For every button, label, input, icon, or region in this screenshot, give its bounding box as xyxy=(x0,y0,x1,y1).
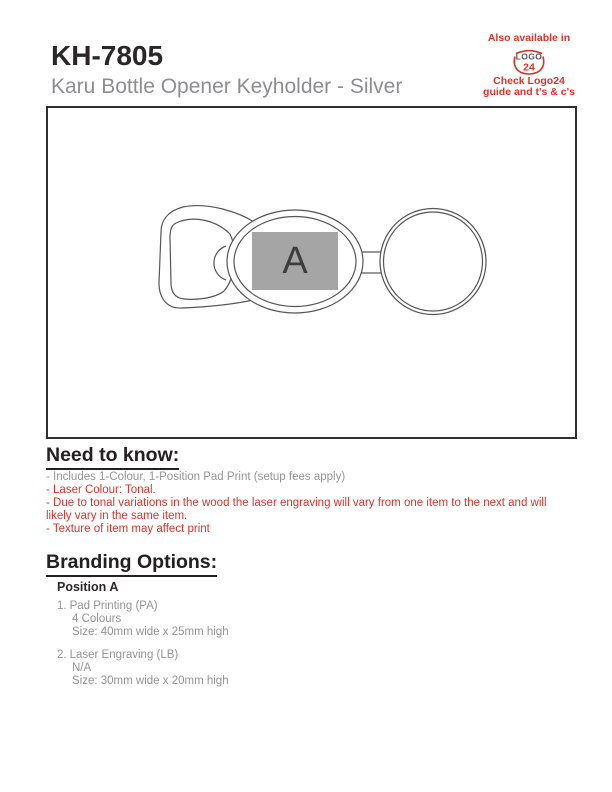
need-to-know-item: - Texture of item may affect print xyxy=(46,523,210,535)
branding-option xyxy=(57,649,477,688)
logo24-word: LOGO xyxy=(515,51,543,61)
branding-option-size: Size: 30mm wide x 20mm high xyxy=(72,674,229,687)
branding-option-number: 2. xyxy=(57,648,67,661)
branding-option-method: Pad Printing (PA) xyxy=(69,599,158,612)
need-to-know-item: - Due to tonal variations in the wood the laser engraving will vary from one item to the next and will likely vary in the same item. xyxy=(46,497,547,522)
product-image-panel xyxy=(46,106,577,439)
branding-option-detail: 4 Colours xyxy=(72,612,122,625)
branding-option-size: Size: 40mm wide x 25mm high xyxy=(72,625,229,638)
logo24-availability-badge xyxy=(478,33,580,99)
logo24-number: 24 xyxy=(523,61,535,73)
badge-line-3: guide and t's & c's xyxy=(483,86,575,98)
badge-line-2: Check Logo24 xyxy=(493,74,565,87)
need-to-know-heading: Need to know: xyxy=(46,446,179,470)
need-to-know-item: - Includes 1-Colour, 1-Position Pad Print (setup fees apply) xyxy=(46,471,346,483)
need-to-know-list xyxy=(46,471,558,536)
need-to-know-item: - Laser Colour: Tonal. xyxy=(46,484,156,496)
product-name: Karu Bottle Opener Keyholder - Silver xyxy=(51,75,403,98)
branding-position-heading: Position A xyxy=(57,580,119,594)
branding-option-method: Laser Engraving (LB) xyxy=(69,648,179,661)
branding-option-method-line xyxy=(57,600,477,613)
branding-position-a-label: A xyxy=(282,240,308,282)
branding-options-heading: Branding Options: xyxy=(46,553,217,577)
branding-option xyxy=(57,600,477,639)
branding-option-detail: N/A xyxy=(72,661,92,674)
branding-position-a-marker xyxy=(252,232,338,290)
logo24-icon xyxy=(508,47,550,75)
branding-option-method-line xyxy=(57,649,477,662)
branding-option-number: 1. xyxy=(57,599,67,612)
product-code: KH-7805 xyxy=(51,40,164,71)
branding-options-body xyxy=(57,581,477,688)
badge-line-1: Also available in xyxy=(487,32,571,44)
